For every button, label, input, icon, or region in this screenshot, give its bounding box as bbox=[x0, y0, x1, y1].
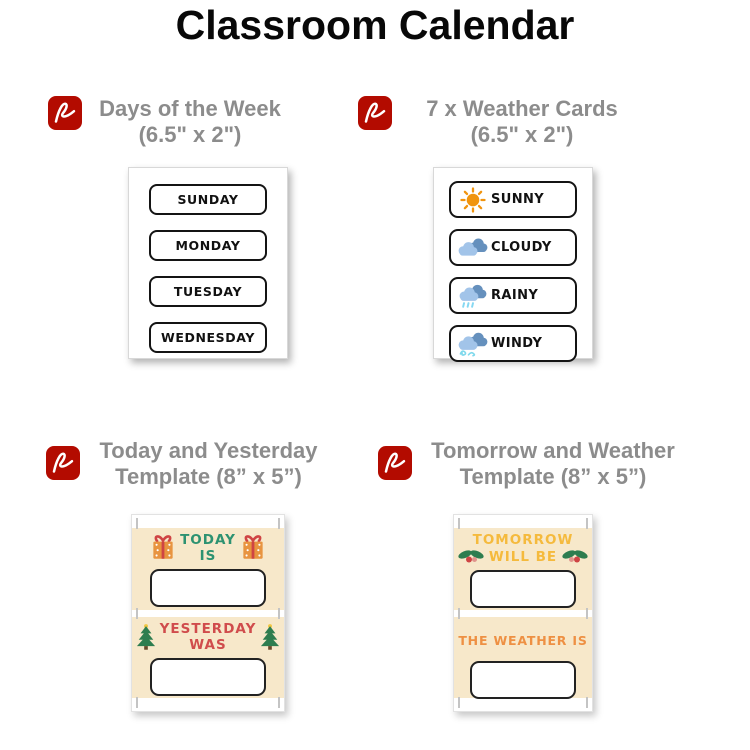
template-heading-weather: THE WEATHER IS bbox=[458, 633, 588, 648]
holly-icon bbox=[457, 548, 485, 565]
download-label-days[interactable] bbox=[90, 96, 290, 148]
template-heading-today: TODAY IS bbox=[180, 532, 236, 564]
crop-mark bbox=[136, 608, 138, 619]
weather-label: RAINY bbox=[491, 288, 539, 303]
today-blank-field bbox=[150, 569, 266, 607]
template-heading-yesterday: YESTERDAY WAS bbox=[159, 621, 257, 653]
crop-mark bbox=[586, 518, 588, 529]
template-heading-will-be: WILL BE bbox=[488, 548, 558, 565]
gift-icon bbox=[150, 533, 176, 563]
weather-card-windy bbox=[449, 325, 577, 362]
label-line1: Tomorrow and Weather bbox=[431, 438, 675, 463]
crop-mark bbox=[136, 518, 138, 529]
day-card-sunday: SUNDAY bbox=[149, 184, 267, 215]
day-card-monday: MONDAY bbox=[149, 230, 267, 261]
weather-card-sunny bbox=[449, 181, 577, 218]
pdf-icon[interactable] bbox=[46, 446, 80, 480]
crop-mark bbox=[278, 518, 280, 529]
download-label-today-yesterday[interactable] bbox=[86, 438, 331, 490]
pdf-icon[interactable] bbox=[378, 446, 412, 480]
label-line2: Template (8” x 5”) bbox=[115, 464, 302, 489]
download-days-of-week[interactable] bbox=[48, 96, 290, 148]
preview-tomorrow-weather-template bbox=[453, 514, 593, 712]
tomorrow-blank-field bbox=[470, 570, 576, 608]
download-tomorrow-weather[interactable] bbox=[378, 438, 688, 490]
template-seam bbox=[454, 610, 592, 617]
preview-today-yesterday-template bbox=[131, 514, 285, 712]
preview-weather-cards bbox=[433, 167, 593, 359]
download-label-tomorrow-weather[interactable] bbox=[418, 438, 688, 490]
weather-label: CLOUDY bbox=[491, 240, 552, 255]
christmas-tree-icon bbox=[260, 621, 280, 653]
label-line2: Template (8” x 5”) bbox=[459, 464, 647, 489]
weather-label: SUNNY bbox=[491, 192, 545, 207]
label-line2: (6.5" x 2") bbox=[470, 122, 574, 147]
gift-icon bbox=[240, 533, 266, 563]
crop-mark bbox=[278, 697, 280, 708]
pdf-icon[interactable] bbox=[358, 96, 392, 130]
label-line1: 7 x Weather Cards bbox=[426, 96, 618, 121]
weather-blank-field bbox=[470, 661, 576, 699]
label-line1: Days of the Week bbox=[99, 96, 281, 121]
preview-days-of-week bbox=[128, 167, 288, 359]
day-card-wednesday: WEDNESDAY bbox=[149, 322, 267, 353]
crop-mark bbox=[458, 608, 460, 619]
cloud-icon bbox=[455, 234, 491, 262]
sun-icon bbox=[455, 186, 491, 214]
day-card-tuesday: TUESDAY bbox=[149, 276, 267, 307]
weather-card-cloudy bbox=[449, 229, 577, 266]
wind-cloud-icon bbox=[455, 330, 491, 358]
christmas-tree-icon bbox=[136, 621, 156, 653]
crop-mark bbox=[136, 697, 138, 708]
yesterday-blank-field bbox=[150, 658, 266, 696]
pdf-icon[interactable] bbox=[48, 96, 82, 130]
crop-mark bbox=[458, 518, 460, 529]
weather-label: WINDY bbox=[491, 336, 543, 351]
holly-icon bbox=[561, 548, 589, 565]
weather-card-rainy bbox=[449, 277, 577, 314]
page-title: Classroom Calendar bbox=[175, 2, 575, 48]
download-weather-cards[interactable] bbox=[358, 96, 644, 148]
crop-mark bbox=[278, 608, 280, 619]
label-line2: (6.5" x 2") bbox=[138, 122, 242, 147]
download-today-yesterday[interactable] bbox=[46, 438, 331, 490]
download-label-weather[interactable] bbox=[400, 96, 644, 148]
label-line1: Today and Yesterday bbox=[99, 438, 318, 463]
rain-cloud-icon bbox=[455, 282, 491, 310]
template-heading-tomorrow: TOMORROW bbox=[472, 532, 574, 548]
template-seam bbox=[132, 610, 284, 617]
crop-mark bbox=[586, 608, 588, 619]
